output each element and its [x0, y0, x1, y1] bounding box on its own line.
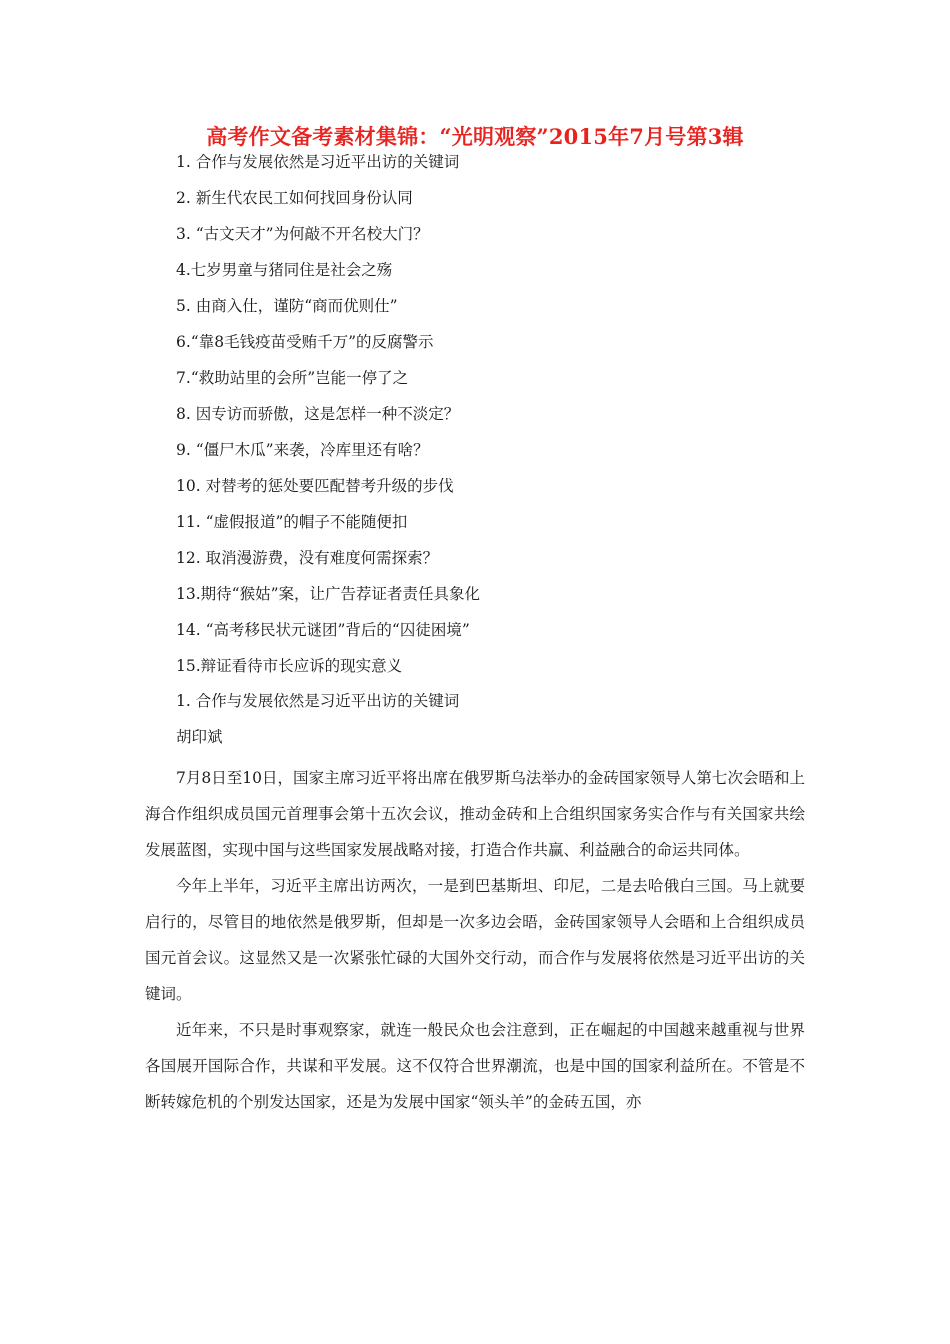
- document-title: 高考作文备考素材集锦：“光明观察”2015年7月号第3辑: [206, 124, 744, 149]
- article-paragraph: 今年上半年，习近平主席出访两次，一是到巴基斯坦、印尼，二是去哈俄白三国。马上就要启行的，尽管目的地依然是俄罗斯，但却是一次多边会晤，金砖国家领导人会晤和上合组织成员国元首会议。这显然又是一次紧张忙碌的大国外交行动，而合作与发展将依然是习近平出访的关键词。: [145, 877, 805, 1003]
- toc-item: 3. “古文天才”为何敲不开名校大门？: [176, 225, 429, 243]
- toc-item: 1. 合作与发展依然是习近平出访的关键词: [176, 153, 460, 171]
- toc-item: 5. 由商入仕，谨防“商而优则仕”: [176, 297, 398, 315]
- article-author: 胡印斌: [176, 728, 223, 746]
- toc-item: 11. “虚假报道”的帽子不能随便扣: [176, 513, 408, 531]
- article-heading: 1. 合作与发展依然是习近平出访的关键词: [176, 692, 460, 710]
- toc-item: 13.期待“猴姑”案，让广告荐证者责任具象化: [176, 585, 480, 603]
- toc-item: 7.“救助站里的会所”岂能一停了之: [176, 369, 409, 387]
- toc-item: 6.“靠8毛钱疫苗受贿千万”的反腐警示: [176, 333, 434, 351]
- toc-item: 4.七岁男童与猪同住是社会之殇: [176, 261, 393, 279]
- toc-item: 8. 因专访而骄傲，这是怎样一种不淡定？: [176, 405, 460, 423]
- article-body: [145, 760, 805, 1120]
- table-of-contents: [176, 150, 816, 690]
- toc-item: 15.辩证看待市长应诉的现实意义: [176, 657, 403, 675]
- article-paragraph: 近年来，不只是时事观察家，就连一般民众也会注意到，正在崛起的中国越来越重视与世界各国展开国际合作，共谋和平发展。这不仅符合世界潮流，也是中国的国家利益所在。不管是不断转嫁危机的个别发达国家，还是为发展中国家“领头羊”的金砖五国，亦: [145, 1021, 805, 1111]
- toc-item: 12. 取消漫游费，没有难度何需探索？: [176, 549, 439, 567]
- toc-item: 9. “僵尸木瓜”来袭，冷库里还有啥？: [176, 441, 429, 459]
- article-paragraph: 7月8日至10日，国家主席习近平将出席在俄罗斯乌法举办的金砖国家领导人第七次会晤和上海合作组织成员国元首理事会第十五次会议，推动金砖和上合组织国家务实合作与有关国家共绘发展蓝图，实现中国与这些国家发展战略对接，打造合作共赢、利益融合的命运共同体。: [145, 769, 805, 859]
- toc-item: 2. 新生代农民工如何找回身份认同: [176, 189, 413, 207]
- toc-item: 14. “高考移民状元谜团”背后的“囚徒困境”: [176, 621, 470, 639]
- toc-item: 10. 对替考的惩处要匹配替考升级的步伐: [176, 477, 454, 495]
